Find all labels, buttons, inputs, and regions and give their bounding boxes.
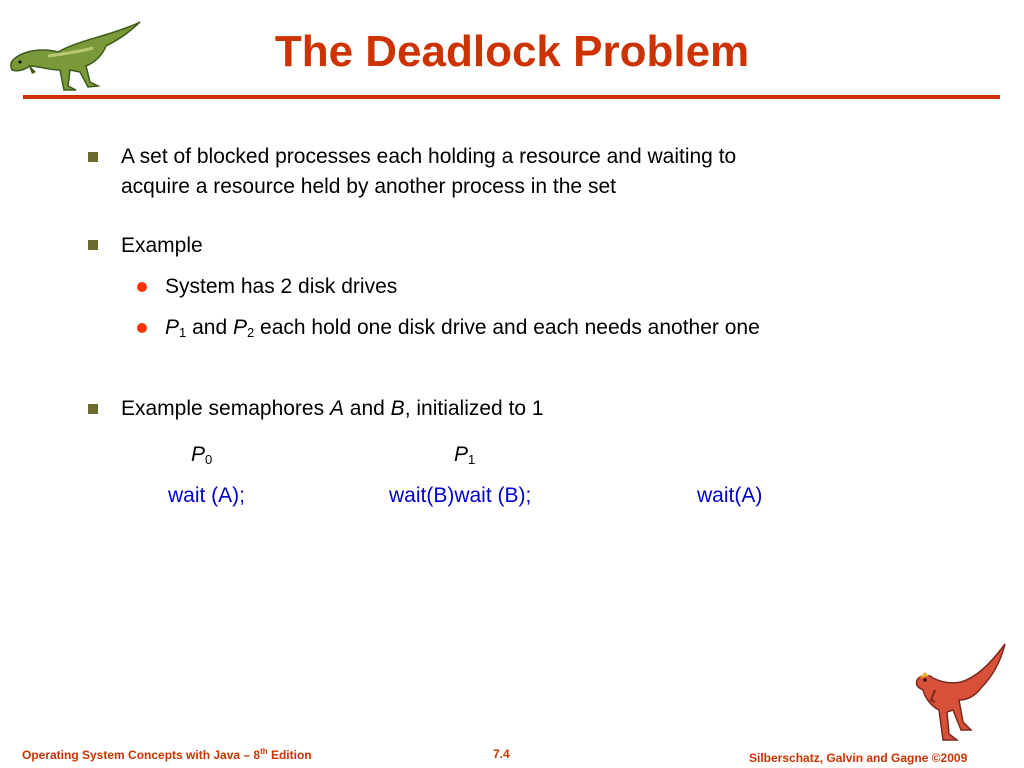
semaphore-a-label: A (329, 397, 344, 420)
footer-book-title (22, 747, 312, 762)
bullet-1-line-2: acquire a resource held by another process in the set (121, 175, 616, 198)
bullet-2-text: Example (121, 234, 203, 257)
sub-bullet-2-and: and (186, 316, 233, 339)
process-p1-subscript: 1 (179, 325, 187, 340)
square-bullet-icon (88, 404, 98, 414)
footer-book-title-prefix: Operating System Concepts with Java – 8 (22, 748, 261, 762)
process-p2-label: P (232, 316, 247, 339)
bullet-3-text (121, 394, 544, 424)
slide-title: The Deadlock Problem (274, 27, 750, 76)
code-wait-a-second: wait(A) (697, 484, 763, 507)
process-p1-label: P (165, 316, 180, 339)
sub-bullet-1-text: System has 2 disk drives (165, 275, 398, 298)
process-p1-letter: P (454, 443, 469, 466)
dinosaur-logo-bottom-icon (905, 640, 1010, 745)
footer-book-title-sup: th (260, 747, 268, 756)
footer-book-title-suffix: Edition (267, 748, 312, 762)
dot-bullet-icon (137, 282, 147, 292)
bullet-3-rest: , initialized to 1 (404, 397, 544, 420)
bullet-3-prefix: Example semaphores (121, 397, 330, 420)
process-p0-letter: P (191, 443, 206, 466)
code-wait-a: wait (A); (168, 484, 246, 507)
process-p0-sub: 0 (205, 452, 213, 467)
bullet-3-and: and (343, 397, 391, 420)
process-p1-header (454, 440, 475, 475)
sub-bullet-2-text (165, 313, 760, 348)
title-underline (23, 95, 1000, 99)
process-p1-sub: 1 (468, 452, 476, 467)
bullet-1-line-1: A set of blocked processes each holding a resource and waiting to (121, 145, 737, 168)
square-bullet-icon (88, 152, 98, 162)
semaphore-b-label: B (390, 397, 405, 420)
process-p2-subscript: 2 (246, 325, 255, 340)
footer-slide-number: 7.4 (493, 747, 510, 761)
footer-copyright: Silberschatz, Galvin and Gagne ©2009 (749, 751, 968, 765)
square-bullet-icon (88, 240, 98, 250)
code-wait-b-wait-b: wait(B)wait (B); (389, 484, 532, 507)
sub-bullet-2-rest: each hold one disk drive and each needs another one (254, 316, 760, 339)
dot-bullet-icon (137, 323, 147, 333)
process-p0-header (191, 440, 212, 475)
